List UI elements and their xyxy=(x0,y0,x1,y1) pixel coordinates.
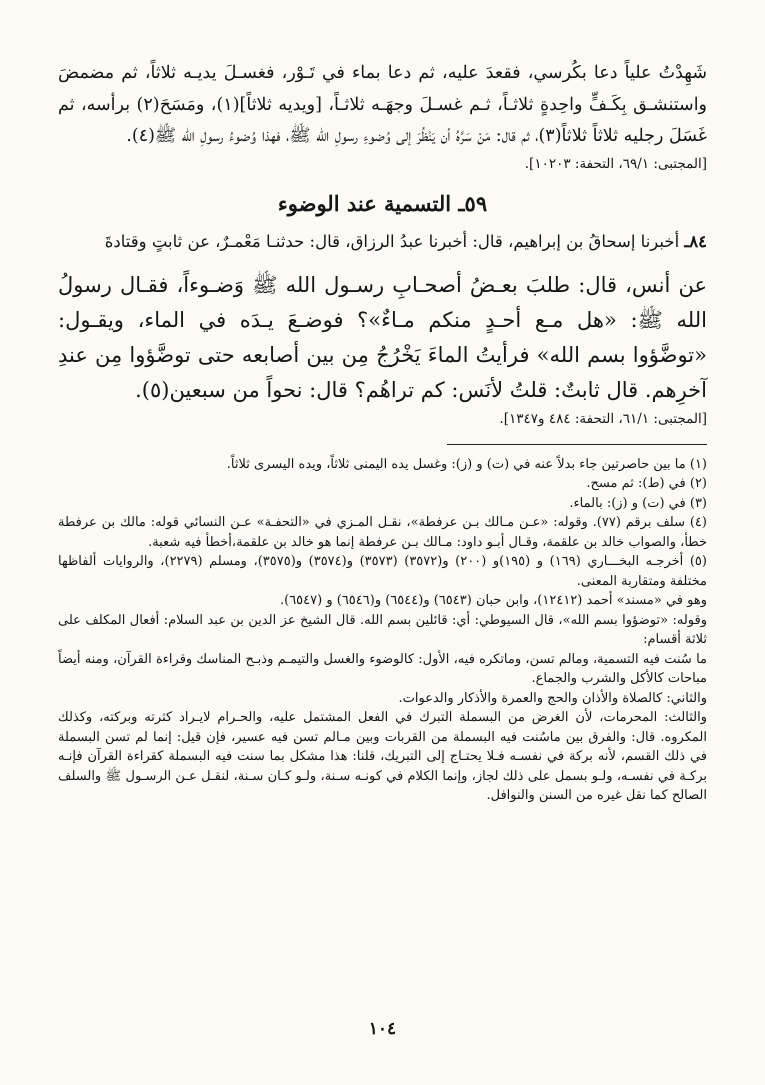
footnote-5: (٥) أخرجـه البخـــاري (١٦٩) و (١٩٥)و (٢٠٠) و(٣٥٧٢) (٣٥٧٣) و(٣٥٧٤) و(٣٥٧٥)، ومسلم (٢٢٧٩)، والروايات ألفاظها مختلفة ومتقاربة المعنى. xyxy=(58,554,707,589)
footnote-5-note-5: والثالث: المحرمات، لأن الغرض من البسملة التبرك في الفعل المشتمل عليه، والحـرام لايـراد كثرته وبركته، وكذلك المكروه. قال: والفرق بين ماسُنت فيه البسملة من القربات وبين مـالم تسن فيه عسير، فإن قيل: إنما لم تسن البسملة في ذلك القسم، لأنه بركة في نفسـه فـلا يحتـاج إلى التبريك، قلنا: هذا مشكل بما سنت فيه البسملة كقراءة القرآن فإنـه بركـة في نفسـه، ولـو بسمل على ذلك لجاز، وإنما الكلام في كونـه سـنة، ولـو كـان سـنة، لنقـل عـن الرسـول ﷺ والسلف الصالح كما نقل غيره من السنن والنوافل. xyxy=(58,710,707,803)
hadith-number: ٨٤ـ xyxy=(684,231,707,251)
footnote-5-note-4: والثاني: كالصلاة والأذان والحج والعمرة والأذكار والدعوات. xyxy=(398,690,707,706)
hadith-isnad-text: أخبرنا إسحاقُ بن إبراهيم، قال: أخبرنا عبدُ الرزاق، قال: حدثنـا مَعْمـرٌ، عن ثابتٍ وقتادةَ xyxy=(104,231,685,251)
previous-hadith-paragraph: شَهِدْتُ علياً دعا بكُرسي، فقعدَ عليه، ثم دعا بماء في تَـوْر، فغسـلَ يديـه ثلاثاً، ثم مضمضَ واستنشـق بِكَـفٍّ واحِدةٍ ثلاثـاً، ثـم غسـلَ وجهَـه ثلاثـاً، [ويديه ثلاثاً](١)، ومَسَحَ(٢) برأسه، ثم غَسَلَ رجليه ثلاثاً ثلاثاً(٣)، ثم قال: مَنْ سَرَّهُ أن يَنْظُرَ إلى وُضوءِ رسولِ الله ﷺ، فهذا وُضوءُ رسولِ الله ﷺ(٤). xyxy=(58,63,708,146)
footnote-3: (٣) في (ت) و (ز): بالماء. xyxy=(569,495,707,511)
previous-hadith-citation: [المجتبى: ٦٩/١، التحفة: ١٠٢٠٣]. xyxy=(524,155,707,172)
footnote-5-note-3: ما سُنت فيه التسمية، ومالم تسن، وماتكره فيه، الأول: كالوضوء والغسل والتيمـم وذبـح المناسك وقراءة القرآن، ومنه أيضاً مباحات كالأكل والشرب والجماع. xyxy=(58,651,707,686)
page-number: ١٠٤ xyxy=(368,1019,397,1039)
footnote-1: (١) ما بين حاصرتين جاء بدلاً عنه في (ت) و (ز): وغسل يده اليمنى ثلاثاً، ويده اليسرى ثلاثاً. xyxy=(226,456,707,472)
footnote-4: (٤) سلف برقم (٧٧). وقوله: «عـن مـالك بـن عرفطة»، نقـل المـزي في «التحفـة» عـن النسائي قوله: مالك بن عرفطة خطأ، والصواب خالد بن علقمة، وقـال أبـو داود: مـالك بـن عرفطة إنما هو خالد بن علقمة،أخطأ فيه شعبة. xyxy=(58,515,707,550)
hadith-isnad xyxy=(58,227,707,256)
hadith-matn: عن أنس، قال: طلبَ بعـضُ أصحـابِ رسـول الله ﷺ وَضـوءاً، فقـال رسولُ الله ﷺ: «هل مـع أحـدٍ منكم مـاءٌ»؟ فوضـعَ يـدَه في الماء، ويقـول: «توضَّؤوا بسم الله» فرأيتُ الماءَ يَخْرُجُ مِن بين أصابعه حتى توضَّؤوا مِن عندِ آخرِهم. قال ثابتٌ: قلتُ لأنَس: كم تراهُم؟ قال: نحواً من سبعين(٥). xyxy=(58,272,707,402)
footnote-5-note-1: وهو في «مسند» أحمد (١٢٤١٢)، وابن حبان (٦٥٤٣) و(٦٥٤٤) و(٦٥٤٦) و (٦٥٤٧). xyxy=(279,593,707,608)
footnote-divider xyxy=(447,444,707,445)
footnote-5-note-2: وقوله: «توضؤوا بسم الله»، قال السيوطي: أي: قائلين بسم الله. قال الشيخ عز الدين بن عبد السلام: أفعال المكلف على ثلاثة أقسام: xyxy=(58,612,707,647)
footnote-2: (٢) في (ط): ثم مسح. xyxy=(586,476,707,491)
chapter-heading: ٥٩ـ التسمية عند الوضوء xyxy=(277,190,488,216)
hadith-citation: [المجتبى: ٦١/١، التحفة: ٤٨٤ و١٣٤٧]. xyxy=(499,410,707,427)
footnotes xyxy=(58,455,707,806)
